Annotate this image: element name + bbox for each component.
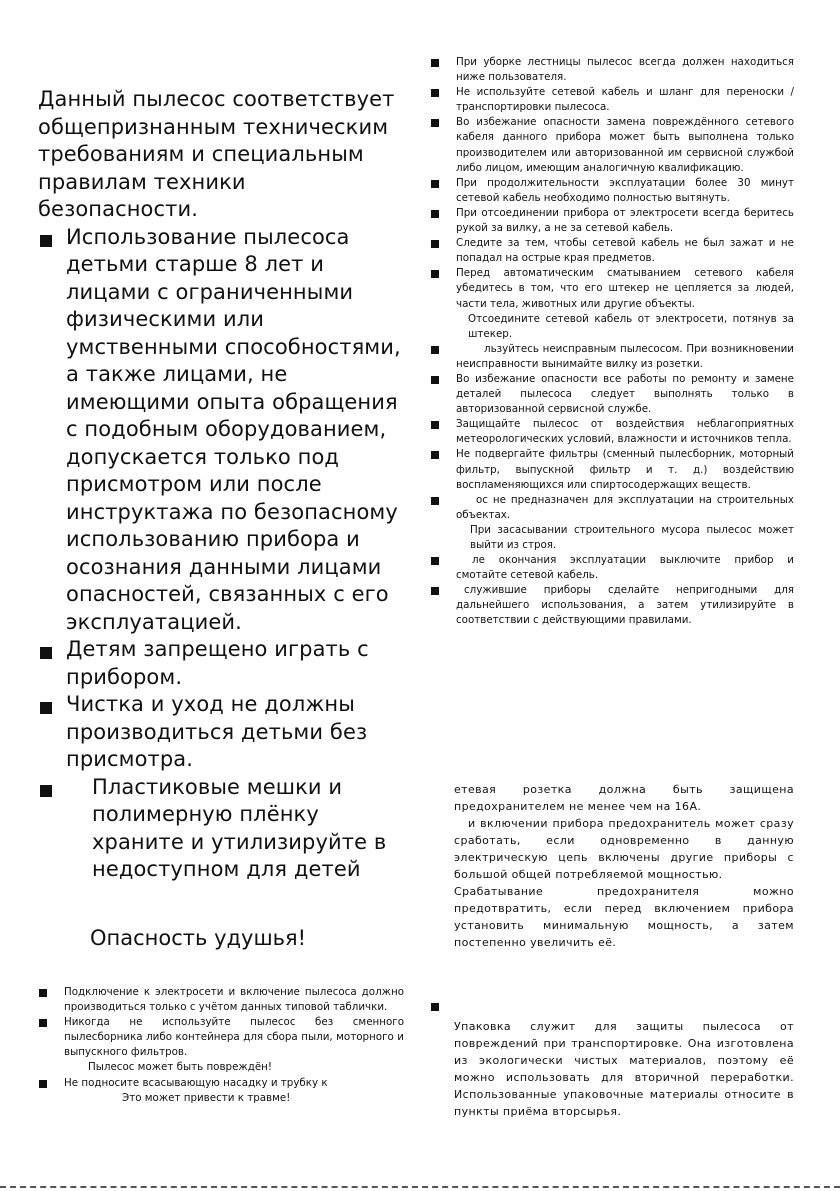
big-warning-list (38, 224, 410, 884)
bullet-icon (431, 270, 439, 278)
small-warning-list (38, 985, 404, 1106)
list-item: Чистка и уход не должны производиться детьми без присмотра. (38, 691, 410, 774)
note-text: Отсоедините сетевой кабель от электросети, потянув за штекер. (468, 312, 794, 340)
list-item: При отсоединении прибора от электросети всегда беритесь рукой за вилку, а не за сетевой кабель. (430, 206, 794, 236)
bullet-icon (431, 346, 439, 354)
bullet-icon (39, 1080, 47, 1088)
bullet-icon (431, 180, 439, 188)
bullet-icon (431, 497, 439, 505)
bullet-icon (431, 376, 439, 384)
bullet-icon (431, 451, 439, 459)
list-item: При продолжительности эксплуатации более 30 минут сетевой кабель необходимо полностью вытянуть. (430, 176, 794, 206)
bullet-icon (431, 59, 439, 67)
paragraph: етевая розетка должна быть защищена предохранителем не менее чем на 16А. (454, 783, 794, 813)
list-item: Детям запрещено играть с прибором. (38, 636, 410, 691)
list-item: Защищайте пылесос от воздействия неблагоприятных метеорологических условий, влажности и источников тепла. (430, 417, 794, 447)
bullet-icon (431, 421, 439, 429)
list-item: При уборке лестницы пылесос всегда должен находиться ниже пользователя. (430, 55, 794, 85)
right-column (430, 55, 794, 629)
bullet-icon (40, 235, 52, 247)
bullet-icon (431, 119, 439, 127)
safety-rules-list (430, 55, 794, 629)
list-item: Использование пылесоса детьми старше 8 лет и лицами с ограниченными физическими или умственными способностями, а также лицами, не имеющими опыта обращения с подобным оборудованием, допускается только под присмотром или после инструктажа по безопасному использованию прибора и осознания данными лицами опасностей, связанных с его эксплуатацией. (38, 224, 410, 637)
section-heading (430, 1000, 794, 1014)
list-item: Во избежание опасности замена повреждённого сетевого кабеля данного прибора может быть выполнена только производителем или авторизованной им сервисной службой либо лицом, имеющим аналогичную квалификацию. (430, 115, 794, 175)
bullet-icon (431, 240, 439, 248)
list-item: Не используйте сетевой кабель и шланг для переноски /транспортировки пылесоса. (430, 85, 794, 115)
note-text: Пылесос может быть повреждён! (88, 1061, 273, 1074)
bullet-icon (40, 647, 52, 659)
list-item: Не подвергайте фильтры (сменный пылесборник, моторный фильтр, выпускной фильтр и т. д.) воздействию воспламеняющихся или спиртосодержащих веществ. (430, 447, 794, 492)
bullet-icon (431, 210, 439, 218)
bullet-icon (40, 702, 52, 714)
page-bottom-border (0, 1186, 840, 1188)
list-item: Перед автоматическим сматыванием сетевого кабеля убедитесь в том, что его штекер не цепляется за людей, части тела, животных или другие объекты. (430, 266, 794, 311)
bullet-icon (431, 557, 439, 565)
intro-text: Данный пылесос соответствует общепризнанным техническим требованиям и специальным правилам техники безопасности. (38, 87, 395, 221)
note-text: Это может привести к травме! (122, 1091, 291, 1104)
list-item: Подключение к электросети и включение пылесоса должно производиться только с учётом данных типовой таблички. (38, 985, 404, 1015)
bullet-icon (431, 89, 439, 97)
left-small-section (38, 985, 404, 1106)
paragraph: и включении прибора предохранитель может сразу сработать, если одновременно в данную электрическую цепь включены другие приборы с большой общей потребляемой мощностью. (454, 817, 794, 881)
paragraph: Срабатывание предохранителя можно предотвратить, если перед включением прибора установить минимальную мощность, а затем постепенно увеличить её. (454, 885, 794, 949)
bullet-icon (40, 785, 52, 797)
bullet-icon (431, 1003, 439, 1011)
list-item: Не подносите всасывающую насадку и трубку к (38, 1076, 404, 1091)
left-column (38, 86, 410, 952)
list-item: Пластиковые мешки и полимерную плёнку храните и утилизируйте в недоступном для детей (38, 774, 410, 884)
list-item: Во избежание опасности все работы по ремонту и замене деталей пылесоса следует выполнять только в авторизованной сервисной службе. (430, 372, 794, 417)
paragraph: Упаковка служит для защиты пылесоса от повреждений при транспортировке. Она изготовлена из экологически чистых материалов, поэтому её можно использовать для вторичной переработки. Использованные упаковочные материалы относите в пункты приёма вторсырья. (454, 1020, 794, 1118)
bullet-icon (39, 1019, 47, 1027)
note-text: При засасывании строительного мусора пылесос может выйти из строя. (470, 523, 794, 551)
list-item: Следите за тем, чтобы сетевой кабель не был зажат и не попадал на острые края предметов. (430, 236, 794, 266)
packaging-section (430, 1000, 794, 1120)
list-item: служившие приборы сделайте непригодными для дальнейшего использования, а затем утилизируйте в соответствии с действующими правилами. (430, 583, 794, 628)
list-item: ле окончания эксплуатации выключите прибор и смотайте сетевой кабель. (430, 553, 794, 583)
bullet-icon (431, 587, 439, 595)
suffocation-warning: Опасность удушья! (90, 925, 307, 950)
list-item: льзуйтесь неисправным пылесосом. При возникновении неисправности вынимайте вилку из розетки. (430, 342, 794, 372)
list-item: Никогда не используйте пылесос без сменного пылесборника либо контейнера для сбора пыли, моторного и выпускного фильтров. (38, 1015, 404, 1060)
electrical-section (430, 781, 794, 951)
list-item: ос не предназначен для эксплуатации на строительных объектах. (430, 493, 794, 523)
bullet-icon (39, 989, 47, 997)
